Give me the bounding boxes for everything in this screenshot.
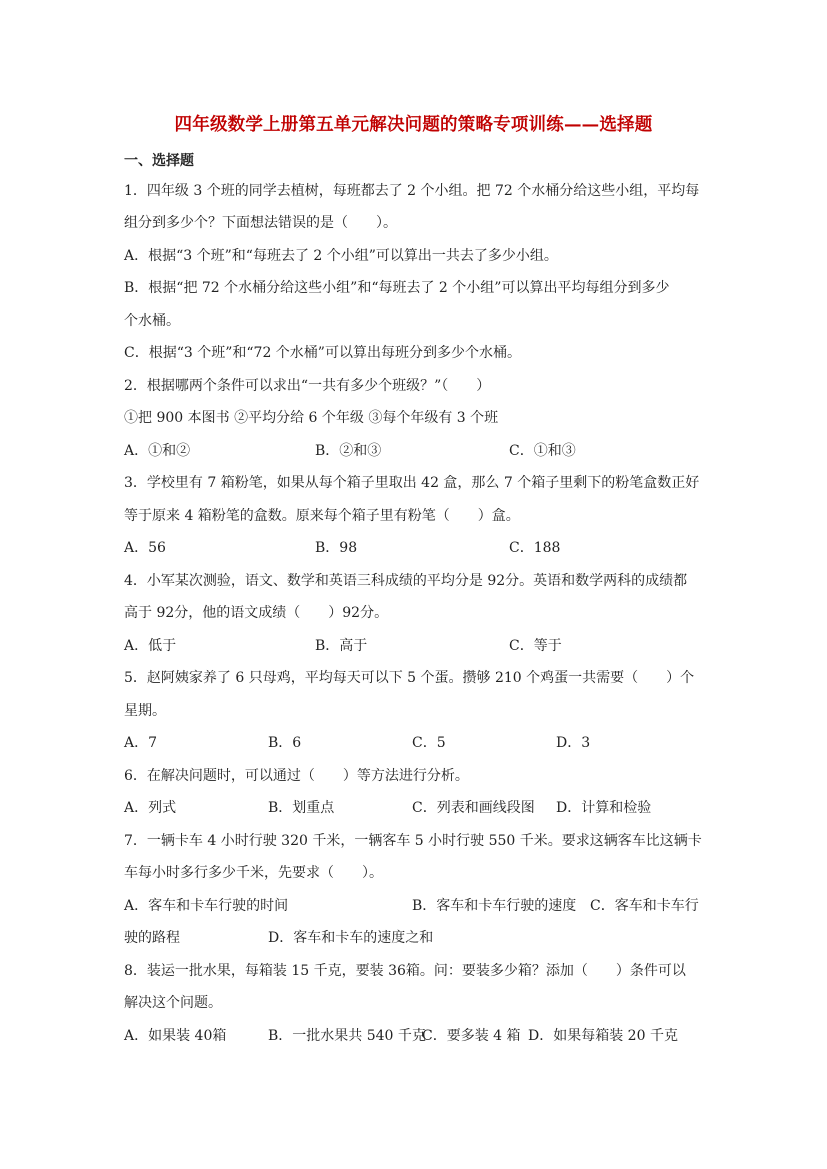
- question-1-line-2: 组分到多少个？下面想法错误的是（ ）。: [124, 215, 397, 231]
- question-1-line-1: 1．四年级 3 个班的同学去植树，每班都去了 2 个小组。把 72 个水桶分给这些小组，平均每: [124, 183, 700, 199]
- question-5-option-a: A．7: [124, 735, 158, 751]
- question-7-option-b: B．客车和卡车行驶的速度: [412, 898, 577, 914]
- question-3-line-1: 3．学校里有 7 箱粉笔，如果从每个箱子里取出 42 盒，那么 7 个箱子里剩下的粉笔盒数正好: [124, 475, 700, 491]
- question-2-option-b: B．②和③: [315, 443, 382, 459]
- question-8-line-2: 解决这个问题。: [124, 995, 222, 1011]
- section-heading: 一、选择题: [124, 153, 194, 169]
- question-8-option-a: A．如果装 40箱: [124, 1028, 227, 1044]
- question-1-option-c: C．根据“3 个班”和“72 个水桶”可以算出每班分到多少个水桶。: [124, 345, 521, 361]
- question-5-line-1: 5．赵阿姨家养了 6 只母鸡，平均每天可以下 5 个蛋。攒够 210 个鸡蛋一共需要（ ）个: [124, 670, 695, 686]
- question-4-line-2: 高于 92分，他的语文成绩（ ）92分。: [124, 605, 389, 621]
- question-6-option-a: A．列式: [124, 800, 177, 816]
- question-3-option-b: B．98: [315, 540, 358, 556]
- question-7-option-d: D．客车和卡车的速度之和: [268, 930, 434, 946]
- question-6-option-c: C．列表和画线段图: [412, 800, 535, 816]
- question-8-line-1: 8．装运一批水果，每箱装 15 千克，要装 36箱。问：要装多少箱？添加（ ）条件可以: [124, 963, 686, 979]
- question-5-option-b: B．6: [268, 735, 302, 751]
- question-2-line-1: 2．根据哪两个条件可以求出“一共有多少个班级？”（ ）: [124, 378, 491, 394]
- question-3-option-a: A．56: [124, 540, 166, 556]
- question-4-option-c: C．等于: [509, 638, 562, 654]
- question-2-option-a: A．①和②: [124, 443, 191, 459]
- question-6-line-1: 6．在解决问题时，可以通过（ ）等方法进行分析。: [124, 768, 469, 784]
- question-8-option-b: B．一批水果共 540 千克: [268, 1028, 426, 1044]
- question-1-option-b-cont: 个水桶。: [124, 313, 180, 329]
- question-2-conditions: ①把 900 本图书 ②平均分给 6 个年级 ③每个年级有 3 个班: [124, 410, 499, 426]
- question-7-option-c: C．客车和卡车行: [590, 898, 699, 914]
- question-1-option-a: A．根据“3 个班”和“每班去了 2 个小组”可以算出一共去了多少小组。: [124, 248, 558, 264]
- question-2-option-c: C．①和③: [509, 443, 576, 459]
- question-8-option-d: D．如果每箱装 20 千克: [528, 1028, 678, 1044]
- question-3-line-2: 等于原来 4 箱粉笔的盒数。原来每个箱子里有粉笔（ ）盒。: [124, 508, 520, 524]
- question-6-option-b: B．划重点: [268, 800, 335, 816]
- question-7-option-c-cont: 驶的路程: [124, 930, 180, 946]
- question-7-line-1: 7．一辆卡车 4 小时行驶 320 千米，一辆客车 5 小时行驶 550 千米。要求这辆客车比这辆卡: [124, 833, 702, 849]
- question-4-option-b: B．高于: [315, 638, 368, 654]
- question-4-option-a: A．低于: [124, 638, 177, 654]
- question-3-option-c: C．188: [509, 540, 561, 556]
- question-5-line-2: 星期。: [124, 703, 166, 719]
- question-7-option-a: A．客车和卡车行驶的时间: [124, 898, 289, 914]
- question-1-option-b: B．根据“把 72 个水桶分给这些小组”和“每班去了 2 个小组”可以算出平均每组分到多少: [124, 280, 670, 296]
- question-6-option-d: D．计算和检验: [556, 800, 652, 816]
- page-title: 四年级数学上册第五单元解决问题的策略专项训练——选择题: [174, 115, 653, 135]
- question-5-option-d: D．3: [556, 735, 591, 751]
- question-7-line-2: 车每小时多行多少千米，先要求（ ）。: [124, 865, 383, 881]
- question-8-option-c: C．要多装 4 箱: [422, 1028, 521, 1044]
- question-5-option-c: C．5: [412, 735, 446, 751]
- question-4-line-1: 4．小军某次测验，语文、数学和英语三科成绩的平均分是 92分。英语和数学两科的成绩都: [124, 573, 688, 589]
